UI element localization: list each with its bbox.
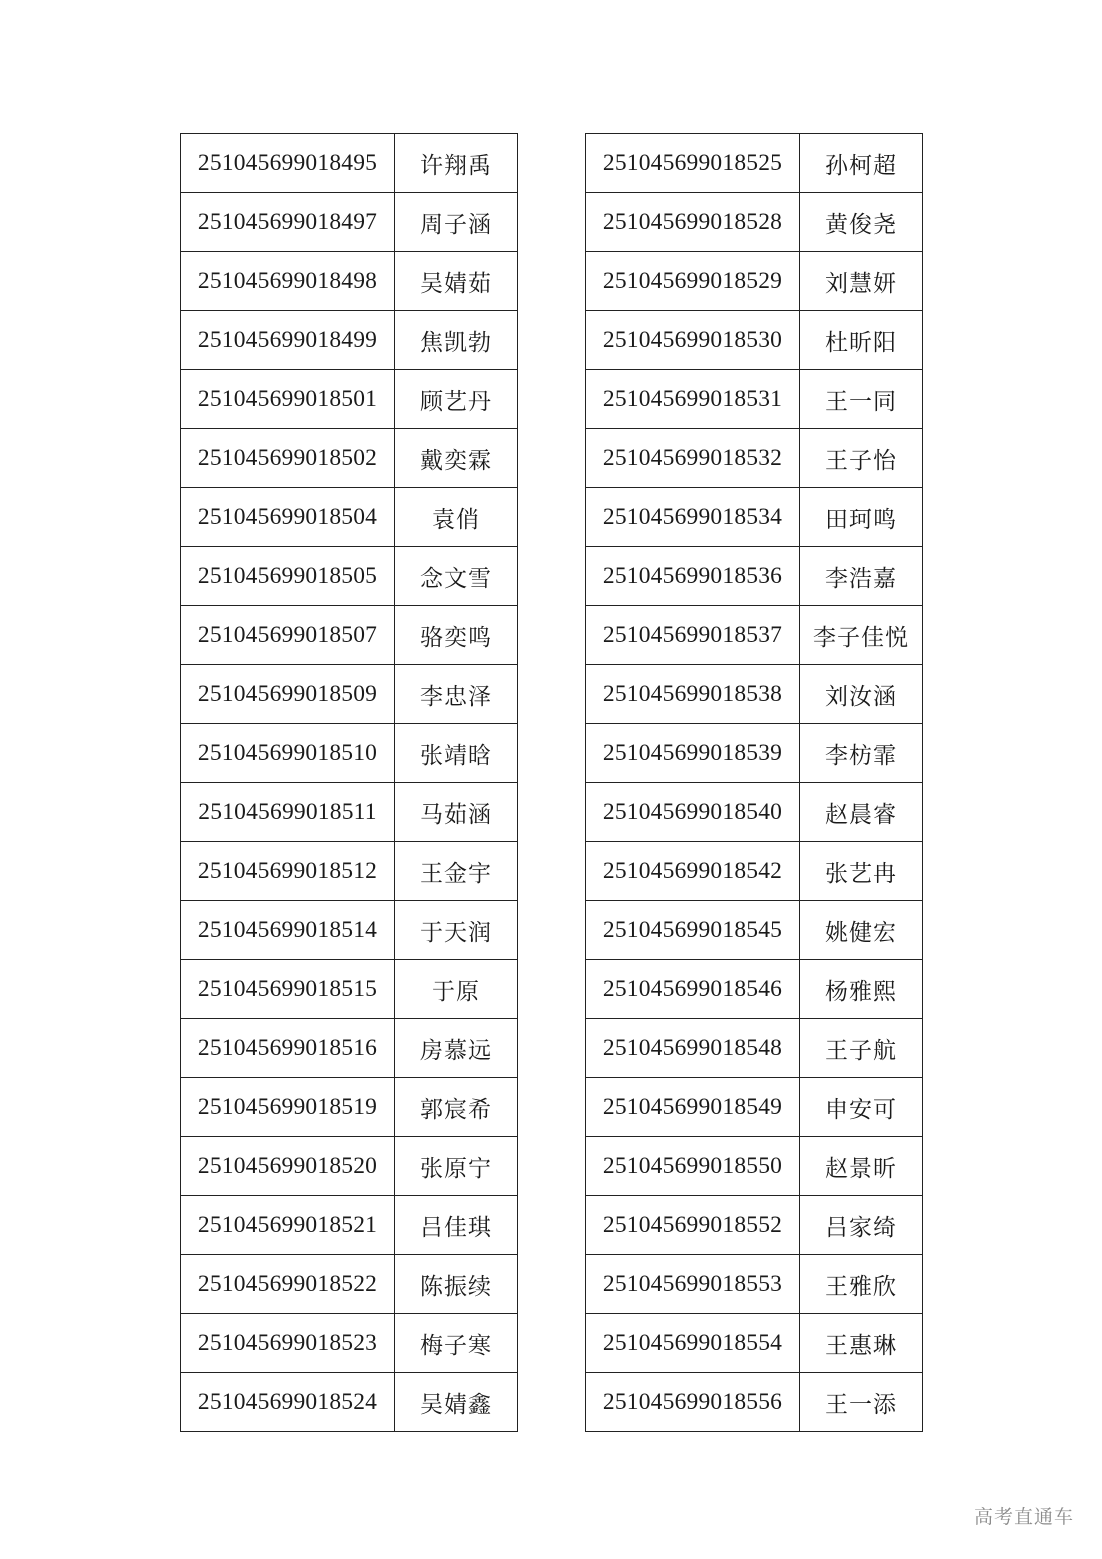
table-row [586,842,923,901]
table-row [181,311,518,370]
table-row [181,842,518,901]
table-row [586,547,923,606]
candidate-name-cell: 王一同 [800,370,923,429]
candidate-name-cell: 戴奕霖 [395,429,518,488]
candidate-id-cell: 251045699018539 [586,724,800,783]
candidate-name-cell: 梅子寒 [395,1314,518,1373]
table-row [181,1373,518,1432]
candidate-name-cell: 吕佳琪 [395,1196,518,1255]
table-row [586,193,923,252]
candidate-id-cell: 251045699018497 [181,193,395,252]
candidate-id-cell: 251045699018499 [181,311,395,370]
candidate-id-cell: 251045699018545 [586,901,800,960]
candidate-name-cell: 李枋霏 [800,724,923,783]
table-row [586,1255,923,1314]
candidate-name-cell: 张原宁 [395,1137,518,1196]
candidate-name-cell: 田珂鸣 [800,488,923,547]
candidate-name-cell: 孙柯超 [800,134,923,193]
candidate-id-cell: 251045699018498 [181,252,395,311]
table-row [181,193,518,252]
table-row [181,1019,518,1078]
table-row [181,429,518,488]
table-row [181,1078,518,1137]
candidate-id-cell: 251045699018549 [586,1078,800,1137]
table-row [181,606,518,665]
candidate-id-cell: 251045699018556 [586,1373,800,1432]
candidate-name-cell: 郭宸希 [395,1078,518,1137]
candidate-id-cell: 251045699018542 [586,842,800,901]
candidate-id-cell: 251045699018507 [181,606,395,665]
candidate-name-cell: 吕家绮 [800,1196,923,1255]
candidate-id-cell: 251045699018516 [181,1019,395,1078]
candidate-name-cell: 杜昕阳 [800,311,923,370]
table-row [181,665,518,724]
table-row [586,488,923,547]
candidate-name-cell: 袁俏 [395,488,518,547]
table-row [586,429,923,488]
table-row [586,311,923,370]
candidate-id-cell: 251045699018520 [181,1137,395,1196]
roster-table-left [180,133,518,1432]
candidate-name-cell: 王一添 [800,1373,923,1432]
candidate-id-cell: 251045699018504 [181,488,395,547]
table-row [181,134,518,193]
candidate-name-cell: 王雅欣 [800,1255,923,1314]
candidate-name-cell: 于原 [395,960,518,1019]
candidate-name-cell: 王金宇 [395,842,518,901]
table-row [181,547,518,606]
candidate-id-cell: 251045699018528 [586,193,800,252]
table-row [181,370,518,429]
table-row [181,724,518,783]
table-row [586,1078,923,1137]
candidate-name-cell: 吴婧鑫 [395,1373,518,1432]
table-row [181,1314,518,1373]
table-row [586,724,923,783]
table-row [181,960,518,1019]
table-row [586,1373,923,1432]
candidate-id-cell: 251045699018536 [586,547,800,606]
candidate-id-cell: 251045699018550 [586,1137,800,1196]
candidate-id-cell: 251045699018538 [586,665,800,724]
candidate-id-cell: 251045699018525 [586,134,800,193]
candidate-id-cell: 251045699018532 [586,429,800,488]
candidate-name-cell: 姚健宏 [800,901,923,960]
candidate-id-cell: 251045699018495 [181,134,395,193]
candidate-name-cell: 张艺冉 [800,842,923,901]
table-row [586,1019,923,1078]
table-row [181,252,518,311]
table-row [586,783,923,842]
candidate-id-cell: 251045699018502 [181,429,395,488]
candidate-name-cell: 王子航 [800,1019,923,1078]
candidate-name-cell: 赵晨睿 [800,783,923,842]
table-row [586,1196,923,1255]
candidate-name-cell: 申安可 [800,1078,923,1137]
candidate-name-cell: 念文雪 [395,547,518,606]
candidate-id-cell: 251045699018511 [181,783,395,842]
candidate-name-cell: 骆奕鸣 [395,606,518,665]
table-row [586,1137,923,1196]
roster-table-right [585,133,923,1432]
table-row [586,665,923,724]
candidate-name-cell: 杨雅熙 [800,960,923,1019]
table-row [181,488,518,547]
candidate-id-cell: 251045699018553 [586,1255,800,1314]
candidate-name-cell: 张靖晗 [395,724,518,783]
candidate-name-cell: 陈振续 [395,1255,518,1314]
candidate-id-cell: 251045699018524 [181,1373,395,1432]
candidate-name-cell: 李浩嘉 [800,547,923,606]
table-row [586,252,923,311]
candidate-id-cell: 251045699018529 [586,252,800,311]
candidate-id-cell: 251045699018519 [181,1078,395,1137]
candidate-id-cell: 251045699018509 [181,665,395,724]
candidate-name-cell: 吴婧茹 [395,252,518,311]
candidate-id-cell: 251045699018521 [181,1196,395,1255]
candidate-id-cell: 251045699018515 [181,960,395,1019]
candidate-name-cell: 王惠琳 [800,1314,923,1373]
candidate-id-cell: 251045699018552 [586,1196,800,1255]
candidate-id-cell: 251045699018534 [586,488,800,547]
candidate-id-cell: 251045699018512 [181,842,395,901]
table-row [586,1314,923,1373]
candidate-id-cell: 251045699018501 [181,370,395,429]
table-row [181,1196,518,1255]
table-row [586,606,923,665]
candidate-id-cell: 251045699018546 [586,960,800,1019]
table-row [181,1137,518,1196]
table-row [586,370,923,429]
table-row [586,960,923,1019]
candidate-id-cell: 251045699018523 [181,1314,395,1373]
candidate-name-cell: 李忠泽 [395,665,518,724]
candidate-id-cell: 251045699018540 [586,783,800,842]
table-row [181,783,518,842]
candidate-id-cell: 251045699018537 [586,606,800,665]
candidate-name-cell: 王子怡 [800,429,923,488]
table-row [181,901,518,960]
candidate-name-cell: 李子佳悦 [800,606,923,665]
candidate-id-cell: 251045699018505 [181,547,395,606]
table-row [586,901,923,960]
candidate-id-cell: 251045699018510 [181,724,395,783]
table-row [586,134,923,193]
candidate-name-cell: 黄俊尧 [800,193,923,252]
candidate-name-cell: 刘汝涵 [800,665,923,724]
candidate-name-cell: 于天润 [395,901,518,960]
candidate-name-cell: 许翔禹 [395,134,518,193]
candidate-name-cell: 焦凯勃 [395,311,518,370]
candidate-name-cell: 顾艺丹 [395,370,518,429]
candidate-id-cell: 251045699018522 [181,1255,395,1314]
candidate-name-cell: 马茹涵 [395,783,518,842]
table-row [181,1255,518,1314]
candidate-name-cell: 刘慧妍 [800,252,923,311]
candidate-id-cell: 251045699018531 [586,370,800,429]
watermark-text: 高考直通车 [973,1506,1074,1528]
candidate-name-cell: 房慕远 [395,1019,518,1078]
candidate-name-cell: 赵景昕 [800,1137,923,1196]
candidate-id-cell: 251045699018530 [586,311,800,370]
candidate-id-cell: 251045699018554 [586,1314,800,1373]
candidate-id-cell: 251045699018548 [586,1019,800,1078]
candidate-id-cell: 251045699018514 [181,901,395,960]
candidate-name-cell: 周子涵 [395,193,518,252]
